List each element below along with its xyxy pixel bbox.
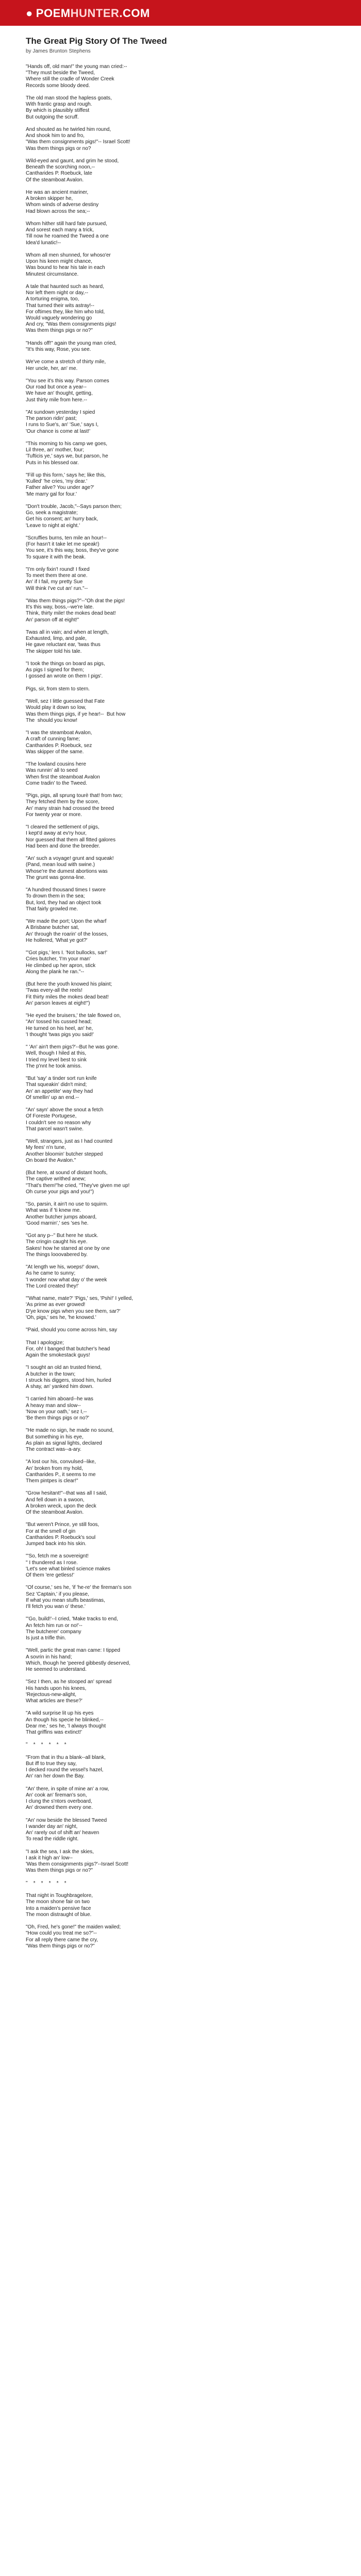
poem-stanza: "At length we his, woeps!' down, As he came to sunny; 'I wonder now what day o' the week The Lord created they!': [26, 1264, 107, 1289]
poem-stanza: "I was the steamboat Avalon, A craft of cunning fame; Cantharides P. Roebuck, sez Was skipper of the same.: [26, 730, 92, 755]
poem-stanza: "Hands off!" again the young man cried, "It's this way, Rose, you see.: [26, 340, 117, 353]
poem-stanza: "Grow hesitant!"--that was all I said, And fell down in a swoon, A broken wreck, upon the deck Of the steamboat Avalon.: [26, 1490, 107, 1515]
poem-stanza: "I'm only fixin'! round! I fixed To meet them there at one. An' if I fail, my pretty Sue Will think I've cut an' run."--: [26, 567, 90, 591]
poem-stanza: (But here, at sound of distant hoofs, The captive writhed anew; "That's them!"he cried, "They've given me up! Oh curse your pigs and you!"): [26, 1170, 130, 1195]
poem-stanza: That I apologize; For, oh! I banged that butcher's head Again the smokestack guys!: [26, 1340, 110, 1358]
poem-stanza: "'What name, mate?' 'Pigs,' ses, 'Pshi!' I yelled, 'As prime as ever growed! D'ye know pigs when you see them, sar?' 'Oh, pigs,' ses he, 'he knowed.': [26, 1296, 133, 1320]
poem-stanza: "A lost our his, convulsed--like, An' broken from my hold, Cantharides P., it seems to me Them pintpes is clear!": [26, 1459, 96, 1484]
site-header: [0, 0, 361, 26]
poem-stanza: "'Go, build!'--I cried, 'Make tracks to end, An fetch him run or no!'-- The butcherer' company Is just a trifle thin.: [26, 1616, 118, 1641]
poem-stanza: "A hundred thousand times I swore To drown them in the sea; But, lord, they had an object took That fairly growled me.: [26, 887, 106, 912]
poem-stanza: "But 'say' a tinder sort run knife That squeakin' didn't mind; An' an appetite' way they had Of smellin' up an end.--: [26, 1076, 97, 1100]
logo-bullet-icon: ●: [26, 7, 33, 20]
poem-stanza: "I cleared the settlement of pigs, I kept'd away at ev'ry hour, Nor guessed that them all fitted galores Had been and done the breeder.: [26, 824, 116, 849]
poem-stanza: Pigs, sir, from stem to stern.: [26, 686, 90, 692]
poem-stanza: "Of course,' ses he, 'if 'he-re' the fireman's son Sez 'Captain,' if you please, If what you mean stuffs beastimas, I'll fetch you wan o' these.': [26, 1585, 132, 1609]
poem-stanza: Wild-eyed and gaunt, and grim he stood, Beneath the scorching noon,-- Cantharides P. Roebuck, late Of the steamboat Avalon.: [26, 158, 119, 183]
poem-stanza: "We made the port; Upon the wharf A Brisbane butcher sat, An' through the roarin' of the losses, He hollered, 'What ye got?': [26, 919, 108, 943]
poem-stanza: "'So, fetch me a sovereignt! " I thundered as I rose. 'Let's see what binled science makes Of them 'ere getless!': [26, 1553, 110, 1578]
poem-stanza: "I ask the sea, I ask the skies, I ask it high an' low-- 'Was them consignments pigs?'--Israel Scott! Was them things pigs or no?": [26, 1849, 129, 1874]
poem-stanza: " 'An' ain't them pigs?'--But he was gone. Well, though I hiled at this, I tried my level best to sink The p'nnt he took amiss.: [26, 1044, 119, 1069]
poem-stanza: Whom all men shunned, for whoso'er Upon his keen might chance, Was bound to hear his tale in each Minutest circumstance.: [26, 252, 111, 277]
poem-stanza: " * * * * *: [26, 1742, 67, 1748]
poem-stanza: "He made no sign, he made no sound, But something in his eye, As plain as signal lights, declared The contract was--a-ary.: [26, 1428, 114, 1452]
poem-author[interactable]: by James Brunton Stephens: [26, 48, 91, 54]
poem-stanza: "I carried him aboard--he was A heavy man and slow-- 'Now on your oath,' sez I,-- 'Be them things pigs or no?': [26, 1396, 93, 1421]
poem-stanza: "I took the things on board as pigs, As pigs I signed for them; I gossed an wrote on them I pigs'.: [26, 661, 105, 680]
poem-stanza: "Pigs, pigs, all sprung tourè that! from two; They fetched them by the score, An' many strain had crossed the breed For twenty year or more.: [26, 793, 123, 818]
poem-stanza: "Was them things pigs?"--"Oh drat the pigs! It's this way, boss,--we're late. Think, thirty mile! the mokes dead beat! An' parson off at eight!": [26, 598, 125, 623]
poem-stanza: "Paid, should you come across him, say: [26, 1327, 117, 1333]
poem-stanza: "So, parsin, it ain't no use to squirm. What was if 'ti knew me. Another butcher jumps aboard, 'Good marnin',' ses 'ses he.: [26, 1201, 108, 1226]
poem-stanza: "He eyed the bruisers,' the tale flowed on, "An' tossed his cussed head; He turned on his heel, an' he, 'I thought 'twas pigs you said!': [26, 1013, 121, 1038]
poem-stanza: "Oh, Fred, he's gone!" the maiden wailed; "How could you treat me so?"-- For all reply there came the cry, "Was them things pigs or no?": [26, 1924, 121, 1949]
poem-stanza: "This morning to his camp we goes, Lil three, an' mother, four; 'Tufticis ye,' says we, but parson, he Puts in his blessed oar.: [26, 441, 108, 466]
poem-stanza: " * * * * *: [26, 1880, 67, 1886]
poem-stanza: "You see it's this way. Parson comes Our road but once a year-- We have an' thought, getting, Just thirty mile from here.--: [26, 378, 109, 403]
poem-stanza: "'Got pigs,' lers I. 'Not bullocks, sar!' Cries butcher, 'I'm your man' He climbed up her apron, stick Along the plank he ran."--: [26, 950, 107, 975]
poem-stanza: "An' sayn' above the snout a fetch Of Foreste Portugese, I couldn't see no reason why That parcel wasn't swine.: [26, 1107, 104, 1132]
poem-stanza: "I sought an old an trusted friend, A butcher in the town; I struck his diggers, stood him, hurled A shay, an' yanked him down.: [26, 1365, 111, 1389]
poem-stanza: "Well, strangers, just as I had counted My fees' n'n tune, Another bloomin' butcher stepped On board the Avalon.": [26, 1139, 112, 1163]
poem-stanza: "But weren't Prince, ye still foos, For at the smell of gin Cantharides P. Roebuck's soul Jumped back into his skin.: [26, 1522, 100, 1547]
poem-stanza: "A wild surprise lit up his eyes An though his specie he blinked,-- Dear me,' ses he, 'I always thought That griffins was extinct!': [26, 1710, 106, 1735]
poem-stanza: "Sez I then, as he stooped an' spread His hands upon his knees, 'Rejectous-new-alight, What articles are these?': [26, 1679, 112, 1704]
poem-stanza: "An' such a voyage! grunt and squeak! (Pand, mean loud with swine.) Whose're the dumest abortions was The grunt was gonna-line.: [26, 856, 114, 880]
poem-stanza: (But here the youth knowed his plaint; 'Twas every-all the reels! Fit thirty miles the mokes dead beat! An' parson leaves at eight!"): [26, 981, 112, 1006]
poem-stanza: A tale that haunted such as heard, Nor left them night or day,-- A torturing enigma, too, That turned their wits astray!-- For oftimes they, like him who told, Would vaguely wondering go And cry, "Was them consignments pigs! Was them things pigs or no?": [26, 284, 117, 334]
poem-stanza: Whom hither still hard fate pursued, And sorest each many a trick, Till now he roamed the Tweed a one Idea'd lunatic!--: [26, 221, 109, 246]
poem-stanza: "Got any p--" But here he stuck. The cringin caught his eye. Sakes! how he starred at one by one The things looovabered by.: [26, 1233, 110, 1258]
poem-stanza: "An' now beside the blessed Tweed I wander day an' night, An' rarely out of shift an' heaven To read the riddle right.: [26, 1817, 107, 1842]
poem-stanza: "Scruffies burns, ten mile an hour!-- (For hasn't it take let me speak!) You see, it's this way, boss, they've gone To square it with the beak.: [26, 535, 119, 560]
poem-body: [26, 64, 335, 1956]
logo-text-suffix: .COM: [119, 7, 150, 20]
poem-stanza: We've come a stretch of thirty mile, Her uncle, her, an' me.: [26, 359, 106, 371]
poem-stanza: "Well, sez I little guessed that Fate Would play it down so low, Was them things pigs, if ye hear!-- But how The should you know!: [26, 699, 126, 723]
poem-stanza: That night in Toughbragelore, The moon shone fair on two Into a maiden's pensive face The moon distraught of blue.: [26, 1893, 93, 1918]
poem-stanza: "Hands off, old man!" the young man cried:-- "They must beside the Tweed, Where still the cradle of Wonder Creek Records some bloody deed.: [26, 64, 127, 89]
poem-title: The Great Pig Story Of The Tweed: [26, 36, 167, 46]
logo-text-highlight: HUNTER: [70, 7, 120, 20]
poem-stanza: "From that in thu a blank--all blank, But iff to true they say, I decked round the vessel's hazel, An' ran her down the Bay.: [26, 1754, 106, 1780]
logo-text-main: POEM: [36, 7, 71, 20]
poem-stanza: And shouted as he twirled him round, And shook him to and fro, "Was them consignments pigs!"-- Israel Scott! Was them things pigs or no?: [26, 127, 130, 151]
poem-stanza: Twas all in vain; and when at length, Exhausted, limp, and pale, He gave reluctant ear, 'twas thus The skipper told his tale.: [26, 630, 109, 654]
poem-stanza: "An' there, in spite of mine an' a row, An' cook an' fireman's son, I clung the s'ntors overboard, An' drowned them every one.: [26, 1786, 109, 1811]
poem-stanza: "Well, partic the great man came: I tipped A sovrin in his hand; Which, though he 'peered gibbestly deserved, He seemed to understand.: [26, 1648, 130, 1672]
poem-stanza: "The lowland cousins here Was runnin' all to seed When first the steamboat Avalon Come tradin' to the Tweed.: [26, 761, 100, 786]
site-logo[interactable]: [26, 7, 150, 20]
poem-stanza: The old man stood the hapless goats, With frantic grasp and rough. By which is plausibly stiffest But outgoing the scruff.: [26, 95, 112, 120]
poem-stanza: "At sundown yesterday I spied The parson ridin' past; I runs to Sue's, an' 'Sue,' says I, 'Our chance is come at last!': [26, 410, 99, 434]
poem-stanza: He was an ancient mariner, A broken skipper he, Whom winds of adverse destiny Had blown across the sea;--: [26, 190, 99, 214]
poem-stanza: "Don't trouble, Jacob,"--Says parson then; Go, seek a magistrate; Get his consent; an' hurry back, 'Leave to night at eight.': [26, 504, 122, 529]
poem-stanza: "Fill up this form,' says he; like this, 'Kulled' 'he cries, 'my dear.' Father alive? You under age?' 'Me marry gal for four.': [26, 472, 106, 497]
